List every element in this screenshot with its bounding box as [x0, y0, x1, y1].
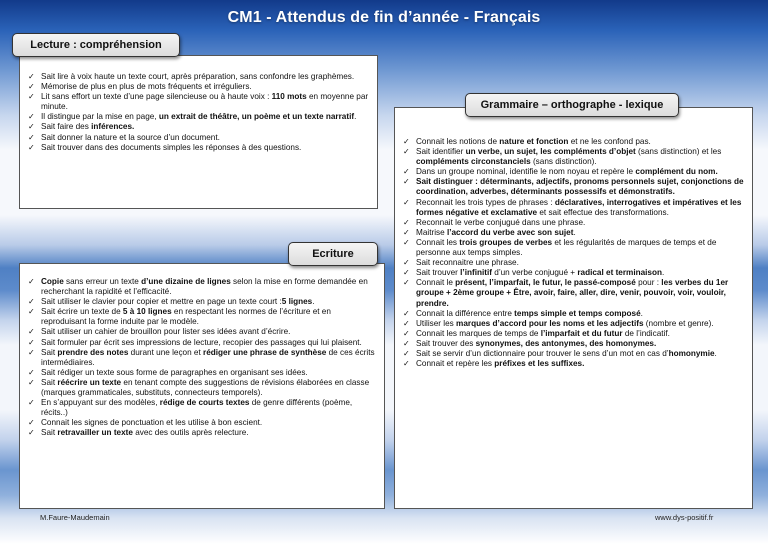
item-text: . [354, 112, 357, 122]
item-text: . [714, 348, 717, 358]
item-text: Lit sans effort un texte d’une page silencieuse ou à haute voix : [41, 92, 272, 102]
list-item [25, 348, 378, 368]
check-icon: ✓ [403, 258, 410, 268]
bold-text: rédige de courts textes [159, 398, 250, 408]
item-text: d’un verbe conjugué + [491, 268, 578, 278]
item-text: et les régularités de marques de temps et de personne aux temps simples. [416, 237, 717, 258]
list-item [25, 122, 371, 132]
bold-text: Sait distinguer : déterminants, adjectifs, pronoms personnels sujet, conjonctions de coordination, adverbes, déterminants possessifs et démonstratifs. [416, 177, 744, 197]
check-icon: ✓ [403, 227, 410, 237]
list-item [400, 218, 746, 228]
bold-text: rédiger une phrase de synthèse [203, 347, 327, 357]
check-icon: ✓ [403, 177, 410, 187]
list-item [400, 238, 746, 258]
item-text: . [640, 308, 643, 318]
item-text: et ne les confond pas. [568, 137, 651, 146]
item-text: Sait rédiger un texte sous forme de paragraphes en organisant ses idées. [41, 367, 308, 377]
item-text: Connait les notions de [416, 137, 500, 146]
item-text: Sait trouver dans des documents simples les réponses à des questions. [41, 142, 302, 152]
check-icon: ✓ [28, 327, 35, 337]
list-item [25, 378, 378, 398]
grammar-tab: Grammaire – orthographe - lexique [465, 93, 679, 117]
item-text: Sait trouver des [416, 338, 476, 348]
bold-text: homonymie [668, 348, 715, 358]
check-icon: ✓ [28, 142, 35, 152]
item-text: Sait identifier [416, 147, 466, 157]
check-icon: ✓ [28, 92, 35, 102]
check-icon: ✓ [28, 122, 35, 132]
footer-site: www.dys-positif.fr [655, 513, 714, 522]
item-text: Sait se servir d’un dictionnaire pour trouver le sens d’un mot en cas d’ [416, 348, 669, 358]
bold-text: complément du nom. [635, 167, 718, 177]
check-icon: ✓ [403, 278, 410, 288]
check-icon: ✓ [28, 132, 35, 142]
check-icon: ✓ [28, 307, 35, 317]
item-text: Reconnait le verbe conjugué dans une phrase. [416, 217, 586, 227]
list-item [400, 258, 746, 268]
bold-text: radical et terminaison [577, 268, 662, 278]
check-icon: ✓ [28, 297, 35, 307]
bold-text: temps simple et temps composé [514, 308, 641, 318]
bold-text: nature et fonction [499, 137, 569, 146]
bold-text: réécrire un texte [57, 377, 122, 387]
list-item [25, 297, 378, 307]
check-icon: ✓ [403, 338, 410, 348]
check-icon: ✓ [403, 348, 410, 358]
item-text: Sait donner la nature et la source d’un document. [41, 132, 220, 142]
bold-text: l’infinitif [460, 268, 492, 278]
bold-text: déclaratives, interrogatives et impératives et les formes négative et exclamative [416, 197, 742, 217]
list-item [400, 359, 746, 369]
reading-box [19, 55, 378, 209]
item-text: Sait faire des [41, 122, 92, 132]
footer-author: M.Faure-Maudemain [40, 513, 110, 522]
bold-text: présent, l’imparfait, le futur, le passé-composé [455, 278, 636, 288]
item-text: Connait la différence entre [416, 308, 515, 318]
writing-box [19, 263, 385, 509]
list-item [400, 198, 746, 218]
bold-text: marques d’accord pour les noms et les adjectifs [456, 318, 644, 328]
list-item [400, 329, 746, 339]
item-text: Sait reconnaitre une phrase. [416, 258, 519, 268]
item-text: Sait formuler par écrit ses impressions de lecture, recopier des passages qui lui plaisent. [41, 337, 362, 347]
check-icon: ✓ [28, 112, 35, 122]
list-item [25, 428, 378, 438]
list-item [25, 327, 378, 337]
item-text: En s’appuyant sur des modèles, [41, 398, 160, 408]
item-text: Connait le [416, 278, 456, 288]
item-text: Maitrise [416, 227, 447, 237]
item-text: de ces écrits intermédiaires. [41, 347, 375, 367]
list-item [25, 368, 378, 378]
list-item [400, 309, 746, 319]
item-text: Sait [41, 428, 58, 438]
item-text: (nombre et genre). [643, 318, 714, 328]
list-item [25, 72, 371, 82]
bold-text: compléments circonstanciels [416, 157, 531, 167]
reading-list [25, 72, 371, 153]
list-item [25, 398, 378, 418]
item-text: . [312, 297, 315, 307]
check-icon: ✓ [28, 277, 35, 286]
item-text: Sait [41, 377, 58, 387]
bold-text: l’accord du verbe avec son sujet [446, 227, 574, 237]
check-icon: ✓ [403, 328, 410, 338]
check-icon: ✓ [28, 72, 35, 81]
item-text: Il distingue par la mise en page, [41, 112, 159, 122]
bold-text: les verbes du 1er groupe + 2ème groupe + Être, avoir, faire, aller, dire, venir, pouvoir, voir, vouloir, prendre. [416, 278, 729, 308]
list-item [400, 147, 746, 167]
bold-text: 5 lignes [281, 297, 313, 307]
bold-text: préfixes et les suffixes. [494, 359, 585, 369]
item-text: Sait [41, 347, 58, 357]
check-icon: ✓ [28, 418, 35, 428]
item-text: Reconnait les trois types de phrases : [416, 197, 555, 207]
check-icon: ✓ [403, 237, 410, 247]
bold-text: prendre des notes [57, 347, 129, 357]
item-text: de genre différents (poème, récits..) [41, 398, 353, 418]
check-icon: ✓ [403, 308, 410, 318]
bold-text: 110 mots [271, 92, 307, 102]
list-item [400, 228, 746, 238]
check-icon: ✓ [403, 147, 410, 157]
list-item [400, 268, 746, 278]
reading-tab: Lecture : compréhension [12, 33, 180, 57]
bold-text: un verbe, un sujet, les compléments d’objet [465, 147, 636, 157]
item-text: (sans distinction). [530, 157, 597, 167]
item-text: sans erreur un texte [63, 277, 142, 286]
check-icon: ✓ [403, 318, 410, 328]
writing-list [25, 277, 378, 439]
list-item [400, 319, 746, 329]
writing-tab: Ecriture [288, 242, 378, 266]
check-icon: ✓ [28, 347, 35, 357]
item-text: Sait trouver [416, 268, 461, 278]
list-item [25, 92, 371, 112]
bold-text: l’imparfait et du futur [540, 328, 623, 338]
item-text: en respectant les normes de l’écriture et en reproduisant la forme induite par le modèle. [41, 307, 331, 327]
item-text: et sait effectue des transformations. [537, 207, 669, 217]
bold-text: inférences. [91, 122, 135, 132]
grammar-box [394, 107, 753, 509]
check-icon: ✓ [403, 268, 410, 278]
item-text: . [573, 227, 576, 237]
bold-text: trois groupes de verbes [459, 237, 553, 247]
check-icon: ✓ [28, 337, 35, 347]
item-text: (sans distinction) et les [635, 147, 722, 157]
list-item [25, 82, 371, 92]
list-item [400, 278, 746, 308]
check-icon: ✓ [403, 167, 410, 177]
grammar-list [400, 137, 746, 369]
bold-text: 5 à 10 lignes [122, 307, 172, 317]
list-item [400, 137, 746, 147]
list-item [25, 418, 378, 428]
check-icon: ✓ [403, 359, 410, 369]
list-item [25, 307, 378, 327]
item-text: Connait les [416, 237, 460, 247]
item-text: en tenant compte des suggestions de révisions élaborées en classe (marques grammaticales, substituts, connecteurs temporels). [41, 377, 370, 398]
item-text: de l’indicatif. [622, 328, 670, 338]
list-item [25, 338, 378, 348]
check-icon: ✓ [403, 137, 410, 146]
list-item [400, 167, 746, 177]
list-item [25, 133, 371, 143]
page-title: CM1 - Attendus de fin d’année - Français [227, 9, 541, 26]
bold-text: retravailler un texte [57, 428, 133, 438]
bold-text: d’une dizaine de lignes [141, 277, 231, 286]
item-text: Sait écrire un texte de [41, 307, 123, 317]
bold-text: synonymes, des antonymes, des homonymes. [475, 338, 657, 348]
item-text: Connait et repère les [416, 359, 495, 369]
check-icon: ✓ [28, 428, 35, 438]
check-icon: ✓ [403, 217, 410, 227]
bold-text: un extrait de théâtre, un poème et un texte narratif [158, 112, 355, 122]
list-item [400, 349, 746, 359]
item-text: en moyenne par minute. [41, 92, 369, 112]
item-text: Connait les signes de ponctuation et les utilise à bon escient. [41, 418, 263, 428]
item-text: avec des outils après relecture. [132, 428, 249, 438]
item-text: Dans un groupe nominal, identifie le nom noyau et repère le [416, 167, 636, 177]
list-item [25, 277, 378, 297]
check-icon: ✓ [403, 197, 410, 207]
check-icon: ✓ [28, 377, 35, 387]
item-text: Utiliser les [416, 318, 457, 328]
item-text: durant une leçon et [128, 347, 204, 357]
item-text: Sait utiliser un cahier de brouillon pour lister ses idées avant d’écrire. [41, 327, 291, 337]
item-text: Connait les marques de temps de [416, 328, 541, 338]
item-text: pour : [635, 278, 662, 288]
bold-text: Copie [41, 277, 64, 286]
list-item [400, 339, 746, 349]
item-text: . [661, 268, 665, 278]
item-text: Sait utiliser le clavier pour copier et mettre en page un texte court : [41, 297, 282, 307]
item-text: selon la mise en forme demandée en recherchant la rapidité et l’efficacité. [41, 277, 368, 297]
check-icon: ✓ [28, 367, 35, 377]
item-text: Sait lire à voix haute un texte court, après préparation, sans confondre les graphèmes. [41, 72, 355, 81]
item-text: Mémorise de plus en plus de mots fréquents et irréguliers. [41, 82, 252, 92]
check-icon: ✓ [28, 82, 35, 92]
check-icon: ✓ [28, 398, 35, 408]
list-item [25, 112, 371, 122]
list-item [400, 177, 746, 197]
list-item [25, 143, 371, 153]
